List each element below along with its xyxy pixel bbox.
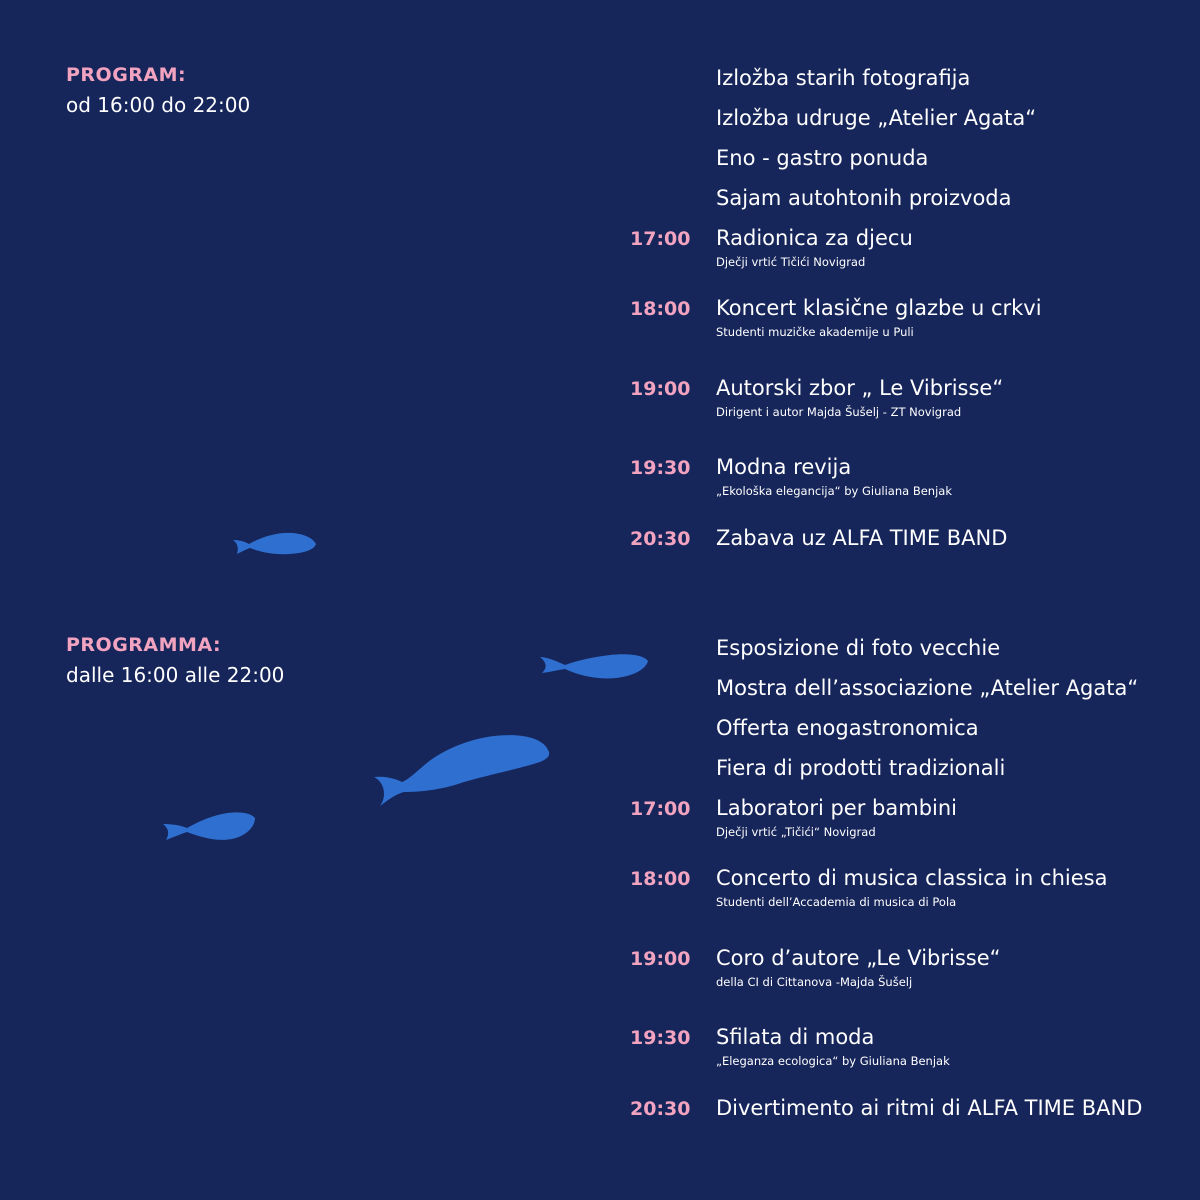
event-subtitle: della CI di Cittanova -Majda Šušelj xyxy=(716,975,913,989)
event-time: 17:00 xyxy=(630,228,691,250)
event-subtitle: Studenti dell’Accademia di musica di Pola xyxy=(716,895,957,909)
event-title: Autorski zbor „ Le Vibrisse“ xyxy=(716,376,1004,400)
list-item: Izložba starih fotografija xyxy=(716,66,971,90)
event-subtitle: „Ekološka elegancija“ by Giuliana Benjak xyxy=(716,484,952,498)
event-time: 17:00 xyxy=(630,798,691,820)
event-title: Laboratori per bambini xyxy=(716,796,957,820)
event-time: 20:30 xyxy=(630,1098,691,1120)
event-title: Concerto di musica classica in chiesa xyxy=(716,866,1108,890)
event-time: 18:00 xyxy=(630,298,691,320)
fish-icon xyxy=(538,651,650,683)
program-hours-it: dalle 16:00 alle 22:00 xyxy=(66,663,285,687)
fish-icon xyxy=(162,810,258,844)
event-time: 19:00 xyxy=(630,378,691,400)
event-title: Sfilata di moda xyxy=(716,1025,875,1049)
list-item: Izložba udruge „Atelier Agata“ xyxy=(716,106,1037,130)
event-title: Koncert klasične glazbe u crkvi xyxy=(716,296,1042,320)
event-time: 19:30 xyxy=(630,457,691,479)
event-title: Modna revija xyxy=(716,455,852,479)
event-subtitle: Dječji vrtić Tičići Novigrad xyxy=(716,255,866,269)
program-hours-hr: od 16:00 do 22:00 xyxy=(66,93,251,117)
event-subtitle: Dječji vrtić „Tičići“ Novigrad xyxy=(716,825,876,839)
fish-icon xyxy=(232,530,318,560)
event-subtitle: Dirigent i autor Majda Šušelj - ZT Novigrad xyxy=(716,405,962,419)
event-title: Radionica za djecu xyxy=(716,226,913,250)
event-title: Zabava uz ALFA TIME BAND xyxy=(716,526,1008,550)
program-heading-it: PROGRAMMA: xyxy=(66,634,222,656)
list-item: Offerta enogastronomica xyxy=(716,716,979,740)
event-time: 18:00 xyxy=(630,868,691,890)
event-time: 20:30 xyxy=(630,528,691,550)
event-time: 19:30 xyxy=(630,1027,691,1049)
event-title: Divertimento ai ritmi di ALFA TIME BAND xyxy=(716,1096,1143,1120)
event-subtitle: „Eleganza ecologica“ by Giuliana Benjak xyxy=(716,1054,950,1068)
fish-icon xyxy=(372,732,552,808)
event-title: Coro d’autore „Le Vibrisse“ xyxy=(716,946,1001,970)
list-item: Esposizione di foto vecchie xyxy=(716,636,1001,660)
list-item: Fiera di prodotti tradizionali xyxy=(716,756,1006,780)
list-item: Sajam autohtonih proizvoda xyxy=(716,186,1012,210)
list-item: Mostra dell’associazione „Atelier Agata“ xyxy=(716,676,1139,700)
event-time: 19:00 xyxy=(630,948,691,970)
event-subtitle: Studenti muzičke akademije u Puli xyxy=(716,325,914,339)
list-item: Eno - gastro ponuda xyxy=(716,146,929,170)
program-heading-hr: PROGRAM: xyxy=(66,64,187,86)
